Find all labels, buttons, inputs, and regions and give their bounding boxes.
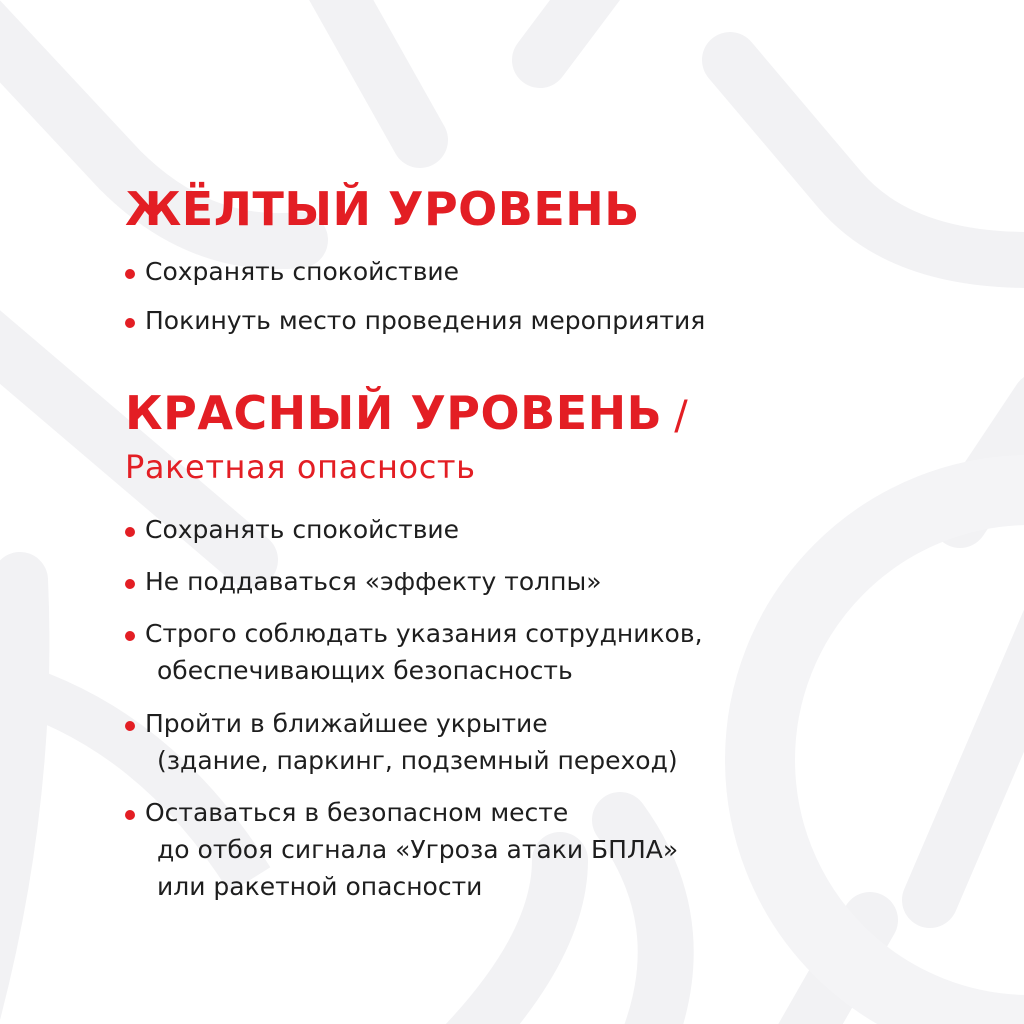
- red-level-subtitle: Ракетная опасность: [125, 448, 476, 486]
- list-item-text: Оставаться в безопасном месте: [145, 798, 569, 827]
- list-item-text: Не поддаваться «эффекту толпы»: [145, 567, 602, 596]
- list-item: [125, 253, 459, 290]
- list-item-text: Покинуть место проведения мероприятия: [145, 306, 706, 335]
- red-level-title: [125, 387, 688, 442]
- list-item: [125, 794, 678, 905]
- list-item-continuation: обеспечивающих безопасность: [157, 656, 573, 685]
- red-level-title-text: КРАСНЫЙ УРОВЕНЬ: [125, 386, 663, 440]
- bullet-icon: [125, 721, 135, 731]
- list-item-continuation: или ракетной опасности: [157, 872, 483, 901]
- bullet-icon: [125, 527, 135, 537]
- yellow-level-title: ЖЁЛТЫЙ УРОВЕНЬ: [125, 182, 640, 236]
- list-item: [125, 563, 602, 600]
- bullet-icon: [125, 810, 135, 820]
- bullet-icon: [125, 631, 135, 641]
- list-item-continuation: до отбоя сигнала «Угроза атаки БПЛА»: [157, 835, 679, 864]
- list-item-text: Строго соблюдать указания сотрудников,: [145, 619, 703, 648]
- list-item-continuation: (здание, паркинг, подземный переход): [157, 746, 678, 775]
- list-item-text: Сохранять спокойствие: [145, 515, 460, 544]
- list-item-text: Сохранять спокойствие: [145, 257, 460, 286]
- bullet-icon: [125, 579, 135, 589]
- list-item: [125, 302, 705, 339]
- title-separator: /: [674, 393, 689, 439]
- list-item: [125, 511, 459, 548]
- bullet-icon: [125, 318, 135, 328]
- list-item: [125, 705, 678, 779]
- list-item: [125, 615, 703, 689]
- bullet-icon: [125, 269, 135, 279]
- list-item-text: Пройти в ближайшее укрытие: [145, 709, 548, 738]
